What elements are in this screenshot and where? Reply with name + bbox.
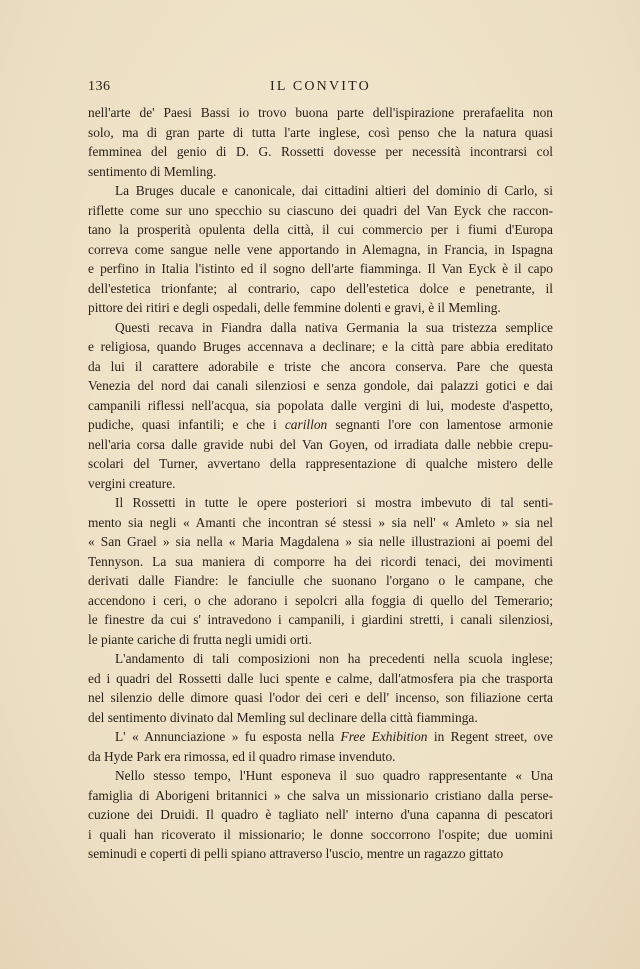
text-line: L' « Annunciazione » fu esposta nella Free Exhibition in Regent street, ove [115,729,553,744]
text-line: nel silenzio delle dimore quasi l'odor dei ceri e dell' incenso, son filiazione certa [88,690,553,705]
paragraph [88,493,553,649]
text-line: da lui il carattere adorabile e triste che ancora conserva. Pare che questa [88,358,553,374]
text-line: Tennyson. La sua maniera di comporre ha dei ricordi tenaci, dei movimenti [88,553,553,569]
text-line: da Hyde Park era rimossa, ed il quadro rimase invenduto. [88,748,396,764]
text-line: derivati dalle Fiandre: le fanciulle che suonano l'organo o le campane, che [88,573,553,588]
text-line: e religiosa, quando Bruges accennava a declinare; e la città pare abbia ereditato [88,339,553,354]
text-line: e perfino in Italia l'istinto ed il sogno dell'arte fiamminga. Il Van Eyck è il capo [88,261,553,276]
text-line: Venezia del nord dai canali silenziosi e senza gondole, dai palazzi gotici e dai [88,378,553,393]
text-line: scolari del Turner, avvertano della rappresentazione di qualche mistero delle [88,456,553,471]
body-text [88,103,553,864]
text-line: solo, ma di gran parte di tutta l'arte inglese, così penso che la natura quasi [88,124,553,140]
text-line: cuzione dei Druidi. Il quadro è tagliato nell' interno d'una capanna di pescatori [88,807,553,822]
text-line: ed i quadri del Rossetti dalle luci spente e calme, dall'atmosfera pia che trasporta [88,670,553,686]
running-head [88,79,553,99]
text-line: tano la prosperità opulenta della città, il cui commercio per i fiumi d'Europa [88,222,553,237]
text-line: del sentimento divinato dal Memling sul declinare della città fiamminga. [88,709,478,725]
text-line: seminudi e coperti di pelli spiano attraverso l'uscio, mentre un ragazzo gittato [88,846,504,861]
text-line: nell'aria corsa dalle gravide nubi del Van Goyen, od irradiata dalle nebbie crepu- [88,436,553,452]
text-line: vergini creature. [88,475,176,491]
journal-title: IL CONVITO [270,79,371,94]
text-line: correva come sangue nelle vene apportando in Alemagna, in Francia, in Ispagna [88,241,553,257]
paragraph [88,649,553,727]
text-line: dell'estetica trionfante; al contrario, capo dell'estetica dolce e penetrante, il [88,280,553,296]
text-line: Il Rossetti in tutte le opere posteriori si mostra imbevuto di tal senti- [115,495,553,510]
text-line: L'andamento di tali composizioni non ha precedenti nella scuola inglese; [115,651,553,666]
text-line: accendono i ceri, o che adorano i sepolcri alla foggia di quello del Temerario; [88,592,553,608]
text-line: famiglia di Aborigeni britannici » che salva un missionario cristiano dalla perse- [88,787,553,803]
text-line: femminea del genio di D. G. Rossetti dovesse per necessità incontrarsi col [88,144,553,159]
text-line: pudiche, quasi infantili; e che i carillon segnanti l'ore con lamentose armonie [88,417,553,432]
text-line: Nello stesso tempo, l'Hunt esponeva il suo quadro rappresentante « Una [115,768,553,783]
text-line: La Bruges ducale e canonicale, dai cittadini altieri del dominio di Carlo, si [115,183,553,198]
text-line: Questi recava in Fiandra dalla nativa Germania la sua tristezza semplice [115,319,553,335]
text-line: i quali han ricoverato il missionario; le donne soccorrono l'ospite; due uomini [88,826,553,842]
text-line: sentimento di Memling. [88,163,217,179]
text-line: nell'arte de' Paesi Bassi io trovo buona parte dell'ispirazione prerafaelita non [88,105,553,120]
text-line: campanili riflessi nell'acqua, sia popolata dalle vergini di lui, modeste d'aspetto, [88,397,553,413]
paragraph [88,727,553,766]
text-line: « San Grael » sia nella « Maria Magdalena » sia nelle illustrazioni ai poemi del [88,534,553,549]
text-line: le piante cariche di frutta negli umidi orti. [88,631,312,647]
page-number: 136 [88,79,111,94]
paragraph [88,103,553,181]
text-line: pittore dei ritiri e degli ospedali, delle femmine dolenti e gravi, è il Memling. [88,300,501,315]
paragraph [88,181,553,318]
paragraph [88,766,553,864]
text-line: le finestre da cui s' intravedono i campanili, i giardini stretti, i canali silenziosi, [88,612,553,627]
text-line: riflette come sur uno specchio su ciascuno dei quadri del Van Eyck che raccon- [88,202,553,218]
text-line: mento sia negli « Amanti che incontran sé stessi » sia nell' « Amleto » sia nel [88,514,553,530]
paragraph [88,318,553,494]
